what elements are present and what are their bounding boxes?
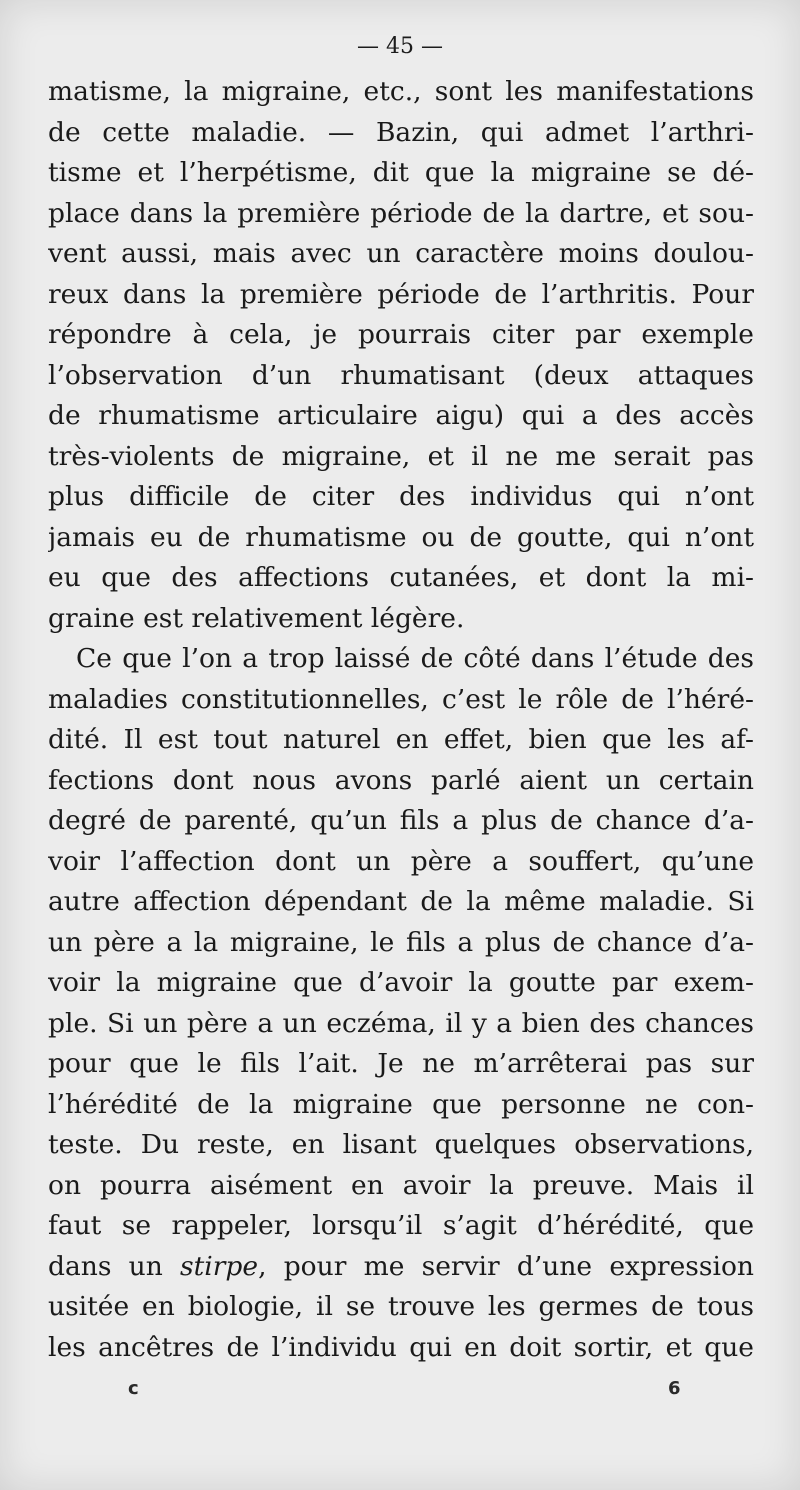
text-line: un père a la migraine, le fils a plus de chance d’a-: [48, 926, 754, 958]
text-line: l’observation d’un rhumatisant (deux attaques: [48, 359, 754, 391]
body-text: [48, 72, 754, 1368]
text-line: eu que des affections cutanées, et dont la mi-: [48, 562, 754, 593]
text-fragment: , pour me servir d’une expression: [258, 1250, 754, 1282]
text-line: Ce que l’on a trop laissé de côté dans l’étude des: [76, 643, 754, 674]
signature-mark-right: 6: [668, 1378, 681, 1399]
text-line: place dans la première période de la dartre, et sou-: [48, 197, 754, 229]
text-line: l’hérédité de la migraine que personne ne con-: [48, 1088, 754, 1120]
text-line: teste. Du reste, en lisant quelques observations,: [48, 1129, 754, 1160]
text-line: degré de parenté, qu’un fils a plus de chance d’a-: [48, 805, 754, 836]
text-line: matisme, la migraine, etc., sont les manifestations: [48, 76, 754, 107]
text-line: jamais eu de rhumatisme ou de goutte, qui n’ont: [48, 521, 754, 553]
text-line: tisme et l’herpétisme, dit que la migraine se dé-: [48, 157, 754, 188]
text-line: autre affection dépendant de la même maladie. Si: [48, 886, 754, 917]
paragraph-1: [48, 72, 754, 639]
text-line: fections dont nous avons parlé aient un certain: [48, 764, 754, 796]
text-line: voir l’affection dont un père a souffert, qu’une: [48, 845, 754, 877]
text-line: de cette maladie. — Bazin, qui admet l’arthri-: [48, 116, 754, 148]
text-line: ple. Si un père a un eczéma, il y a bien des chances: [48, 1007, 754, 1039]
text-line: graine est relativement légère.: [48, 602, 465, 634]
text-line: vent aussi, mais avec un caractère moins doulou-: [48, 238, 754, 269]
text-line: voir la migraine que d’avoir la goutte par exem-: [48, 967, 754, 998]
text-line: très-violents de migraine, et il ne me serait pas: [48, 440, 754, 472]
text-line-italic: [48, 1247, 754, 1288]
text-line: pour que le fils l’ait. Je ne m’arrêterai pas sur: [48, 1048, 754, 1079]
text-line: usitée en biologie, il se trouve les germes de tous: [48, 1291, 754, 1322]
text-line: faut se rappeler, lorsqu’il s’agit d’hérédité, que: [48, 1210, 754, 1241]
text-fragment: dans un: [48, 1250, 181, 1282]
text-line: les ancêtres de l’individu qui en doit sortir, et que: [48, 1331, 754, 1363]
paragraph-2: [48, 639, 754, 1368]
italic-term: stirpe: [180, 1250, 259, 1282]
text-line: plus difficile de citer des individus qui n’ont: [48, 481, 754, 512]
text-line: maladies constitutionnelles, c’est le rôle de l’héré-: [48, 683, 754, 715]
text-line: dité. Il est tout naturel en effet, bien que les af-: [48, 724, 754, 755]
text-line: on pourra aisément en avoir la preuve. Mais il: [48, 1169, 754, 1201]
text-line: répondre à cela, je pourrais citer par exemple: [48, 319, 754, 350]
text-line: de rhumatisme articulaire aigu) qui a des accès: [48, 400, 754, 431]
signature-mark-left: c: [128, 1378, 139, 1399]
text-line: reux dans la première période de l’arthritis. Pour: [48, 278, 754, 310]
page-number: — 45 —: [357, 34, 443, 59]
